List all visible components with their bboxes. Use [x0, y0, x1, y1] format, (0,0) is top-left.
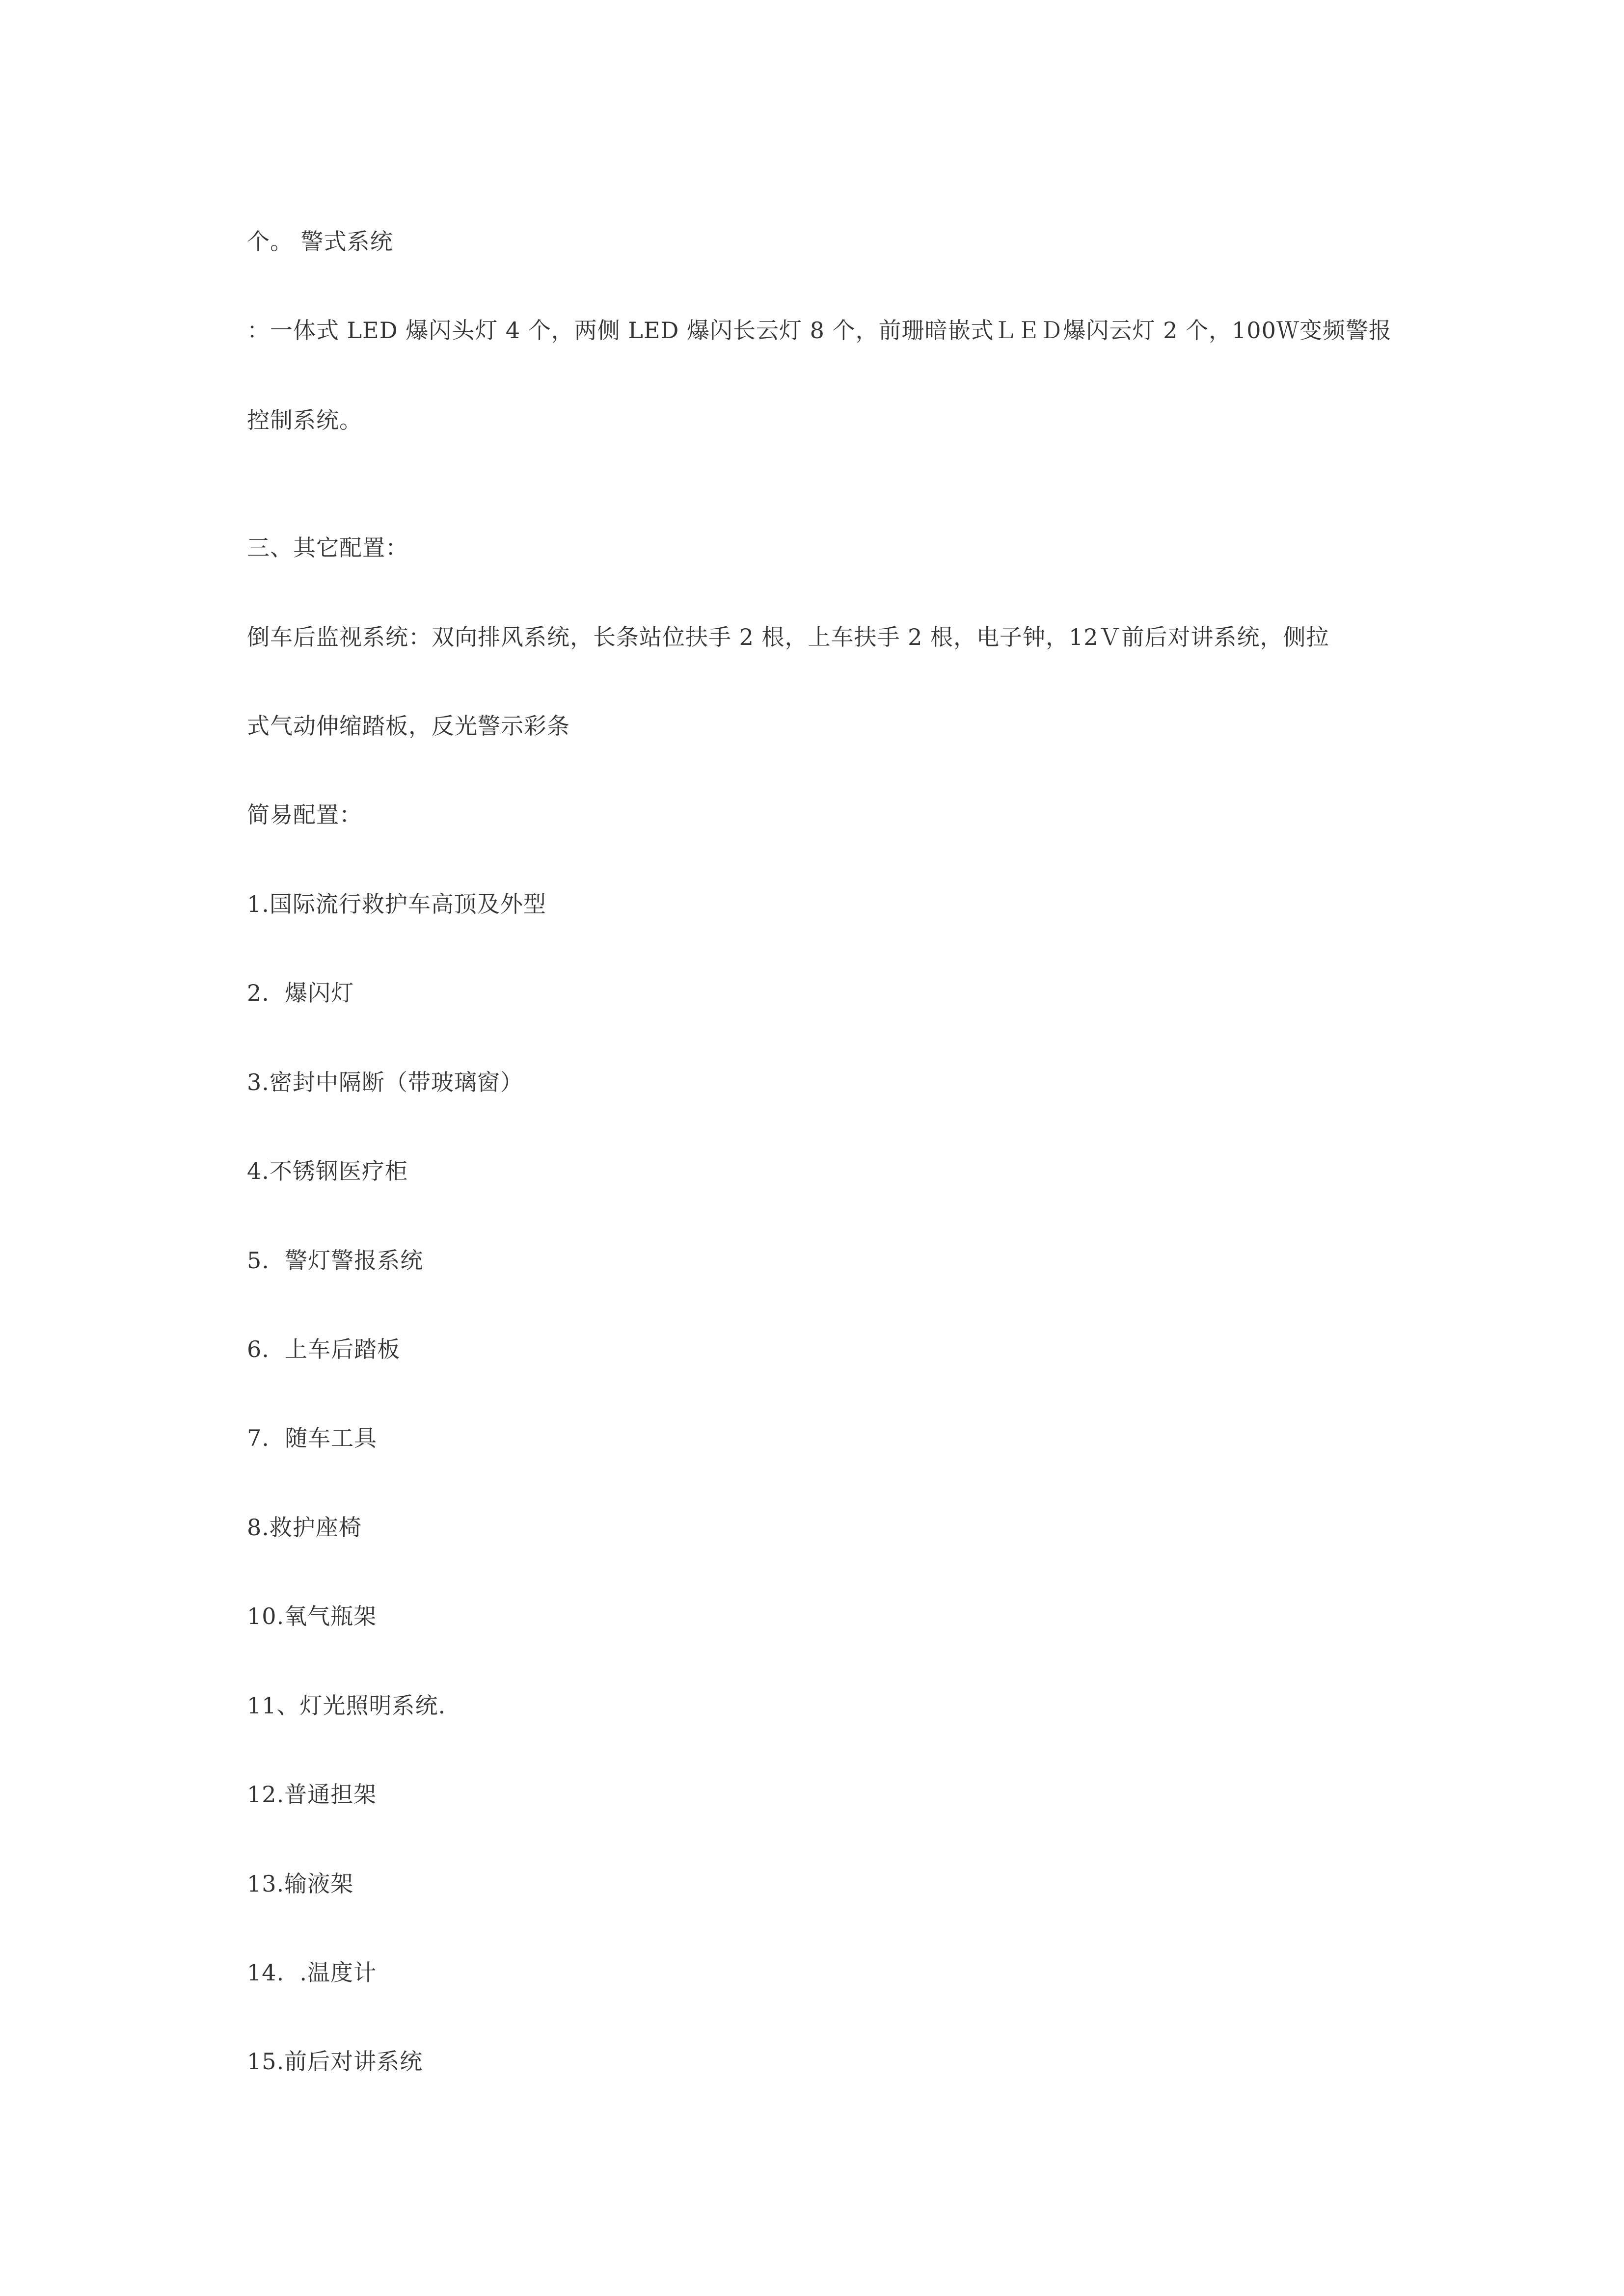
subheading: 简易配置：	[247, 801, 362, 828]
list-item: 4.不锈钢医疗柜	[247, 1158, 408, 1184]
list-item: 15.前后对讲系统	[247, 2048, 423, 2075]
section-heading: 三、其它配置：	[247, 534, 408, 561]
list-item: 5. 警灯警报系统	[247, 1247, 424, 1274]
list-item: 7. 随车工具	[247, 1425, 378, 1451]
list-item: 14. .温度计	[247, 1959, 377, 1986]
text-line: 式气动伸缩踏板，反光警示彩条	[247, 713, 570, 739]
list-item: 8.救护座椅	[247, 1514, 362, 1541]
list-item: 3.密封中隔断（带玻璃窗）	[247, 1069, 523, 1095]
list-item: 11、灯光照明系统.	[247, 1692, 446, 1719]
text-line: ：一体式 LED 爆闪头灯 4 个，两侧 LED 爆闪长云灯 8 个，前珊暗嵌式ＬＥＤ爆闪云灯 2 个，100Ｗ变频警报	[247, 317, 1392, 344]
list-item: 10.氧气瓶架	[247, 1603, 377, 1629]
list-item: 12.普通担架	[247, 1781, 377, 1808]
text-line: 控制系统。	[247, 407, 362, 433]
text-line: 个。 警式系统	[247, 228, 393, 255]
list-item: 2. 爆闪灯	[247, 980, 354, 1006]
list-item: 13.输液架	[247, 1870, 354, 1897]
list-item: 1.国际流行救护车高顶及外型	[247, 891, 546, 917]
text-line: 倒车后监视系统：双向排风系统，长条站位扶手 2 根，上车扶手 2 根，电子钟，12Ｖ前后对讲系统，侧拉	[247, 624, 1329, 650]
list-item: 6. 上车后踏板	[247, 1336, 401, 1362]
